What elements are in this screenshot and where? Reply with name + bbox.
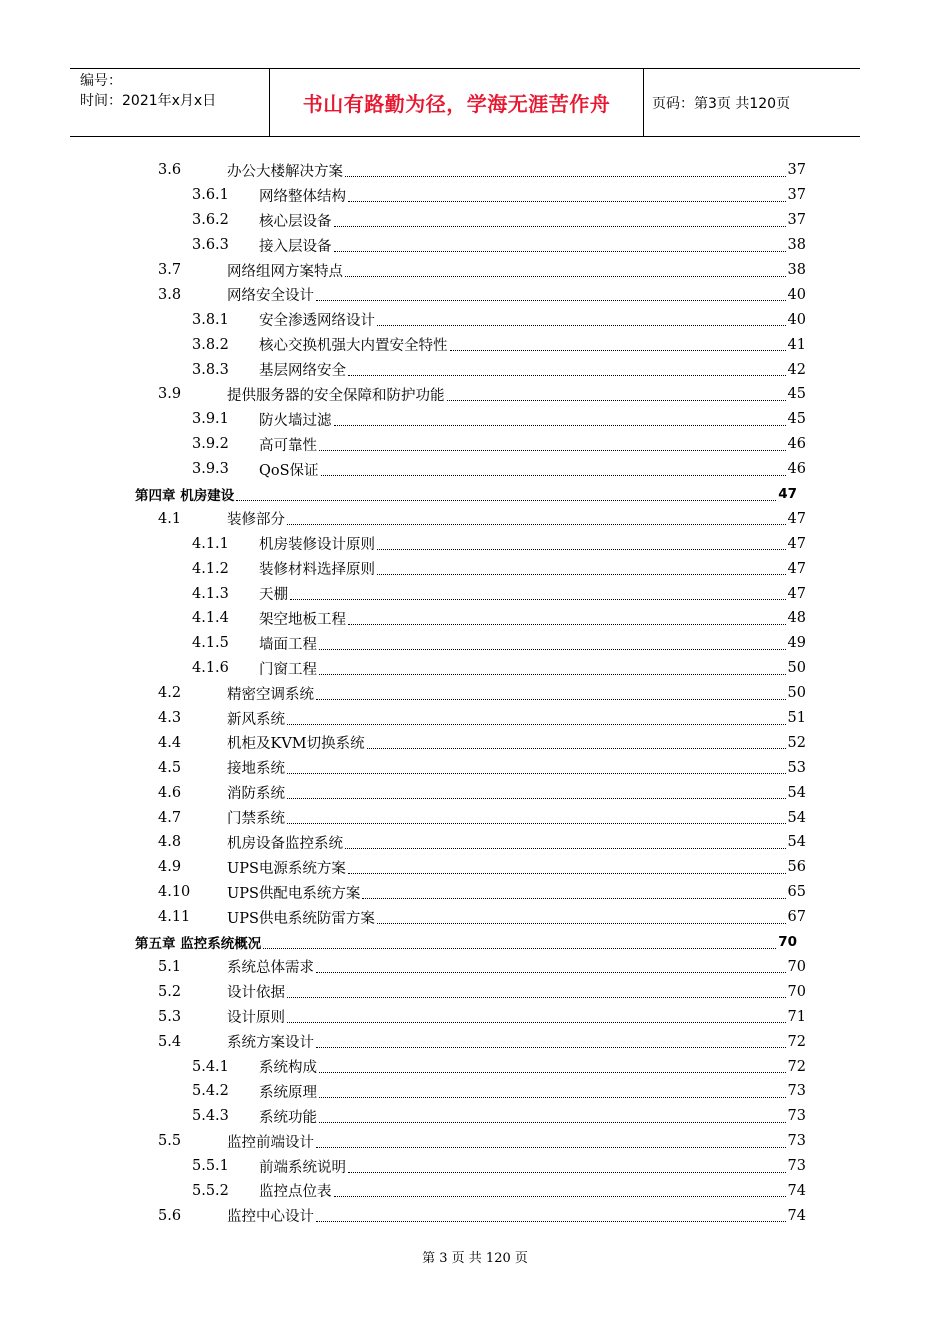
toc-entry[interactable] [0,606,950,631]
toc-entry-page-number: 54 [787,784,806,801]
toc-dot-leader [287,983,786,998]
toc-entry-page-number: 47 [778,486,797,503]
page-header [70,68,860,137]
toc-entry-page-number: 74 [787,1207,806,1224]
toc-entry[interactable] [0,307,950,332]
toc-entry-title: 设计依据 [227,985,285,1002]
toc-entry-title: 网络组网方案特点 [227,263,343,280]
toc-entry-number: 3.7 [158,262,182,278]
toc-entry[interactable] [0,581,950,606]
toc-entry-page-number: 54 [787,809,806,826]
toc-entry-page-number: 72 [787,1058,806,1075]
toc-entry-number: 5.2 [158,983,182,1000]
toc-entry-number: 3.8.3 [192,361,229,378]
toc-entry-number: 4.1.6 [192,660,229,677]
toc-entry-number: 4.1.1 [192,535,229,552]
toc-dot-leader [345,834,786,849]
toc-entry[interactable] [0,656,950,681]
toc-entry[interactable] [0,631,950,656]
toc-dot-leader [287,784,786,799]
toc-entry-number: 3.6.2 [192,212,229,229]
toc-entry-body [259,1079,806,1104]
toc-entry[interactable] [0,755,950,780]
toc-dot-leader [287,1008,786,1023]
toc-entry-page-number: 37 [787,162,806,179]
toc-entry-body [259,233,806,258]
toc-entry-title: 安全渗透网络设计 [259,313,375,330]
toc-entry-title: UPS电源系统方案 [227,860,346,877]
toc-entry-number: 4.4 [158,734,182,751]
header-meta [70,69,270,136]
toc-entry-number: 4.1.4 [192,610,229,627]
toc-entry-body [259,407,806,432]
toc-entry-body [227,681,806,706]
toc-entry-title: 核心层设备 [259,213,332,230]
toc-entry-number: 4.5 [158,759,182,776]
toc-dot-leader [287,710,786,725]
toc-entry-number: 4.1.5 [192,635,229,652]
toc-entry-body [259,457,806,482]
toc-entry-title: 设计原则 [227,1010,285,1027]
toc-entry-page-number: 40 [787,311,806,328]
toc-entry-number: 4.1.3 [192,585,229,602]
toc-entry-body [227,905,806,930]
toc-entry-title: 架空地板工程 [259,611,346,628]
toc-entry-title: 第四章 机房建设 [135,488,235,505]
toc-entry-body [227,706,806,731]
toc-dot-leader [319,1058,786,1073]
toc-entry-title: 接入层设备 [259,238,332,255]
toc-entry-page-number: 74 [787,1182,806,1199]
toc-entry-number: 5.1 [158,958,182,975]
toc-dot-leader [345,262,786,277]
toc-dot-leader [319,1108,786,1123]
toc-dot-leader [348,859,786,874]
toc-dot-leader [236,486,776,501]
toc-entry-page-number: 67 [787,909,806,926]
toc-entry-title: 第五章 监控系统概况 [135,936,262,953]
toc-entry-title: 精密空调系统 [227,686,314,703]
toc-entry-body [227,382,806,407]
toc-entry[interactable] [0,880,950,905]
toc-entry-page-number: 47 [787,585,806,602]
toc-entry[interactable] [0,457,950,482]
toc-chapter-entry[interactable] [0,930,950,955]
toc-dot-leader [316,286,786,301]
toc-dot-leader [348,1158,786,1173]
toc-entry[interactable] [0,531,950,556]
toc-dot-leader [377,909,786,924]
toc-entry-body [259,606,806,631]
toc-entry-page-number: 51 [787,710,806,727]
toc-entry-body [227,282,806,307]
toc-entry-body [259,208,806,233]
toc-entry-page-number: 54 [787,834,806,851]
toc-entry-body [259,1104,806,1129]
toc-entry-title: QoS保证 [259,462,319,479]
toc-entry-page-number: 53 [787,759,806,776]
toc-dot-leader [334,1182,786,1197]
toc-entry-title: 系统原理 [259,1084,317,1101]
toc-entry-page-number: 46 [787,461,806,478]
toc-entry-title: 办公大楼解决方案 [227,163,343,180]
toc-entry-body [227,880,806,905]
toc-entry[interactable] [0,1129,950,1154]
toc-dot-leader [334,212,786,227]
toc-entry-title: 新风系统 [227,711,285,728]
toc-entry-number: 4.2 [158,685,182,702]
toc-entry-body [227,955,806,980]
toc-entry-title: 天棚 [259,587,288,604]
toc-entry-body [259,1179,806,1204]
toc-entry[interactable] [0,955,950,980]
toc-entry-page-number: 50 [787,685,806,702]
toc-entry-title: 网络安全设计 [227,288,314,305]
toc-entry-number: 5.5.2 [192,1182,229,1199]
toc-entry-body [227,1203,806,1228]
toc-entry-body [227,755,806,780]
toc-entry-page-number: 65 [787,884,806,901]
toc-entry-number: 5.4.2 [192,1083,229,1100]
toc-entry-title: 监控前端设计 [227,1134,314,1151]
toc-dot-leader [362,884,785,899]
toc-entry-title: 系统方案设计 [227,1035,314,1052]
toc-entry[interactable] [0,332,950,357]
toc-entry-body [259,1054,806,1079]
toc-entry-page-number: 70 [787,983,806,1000]
toc-entry[interactable] [0,1203,950,1228]
toc-entry-title: 系统总体需求 [227,960,314,977]
toc-entry-number: 5.5.1 [192,1158,229,1175]
toc-entry-title: 系统功能 [259,1109,317,1126]
toc-entry[interactable] [0,258,950,283]
toc-entry-page-number: 73 [787,1158,806,1175]
toc-entry[interactable] [0,855,950,880]
toc-dot-leader [287,759,786,774]
toc-entry-body [227,979,806,1004]
toc-entry-page-number: 38 [787,262,806,278]
toc-entry-body [259,357,806,382]
toc-entry[interactable] [0,1154,950,1179]
toc-entry-page-number: 42 [787,361,806,378]
toc-entry-title: UPS供配电系统方案 [227,885,361,902]
toc-entry-page-number: 47 [787,510,806,527]
toc-dot-leader [348,610,786,625]
toc-entry-title: UPS供电系统防雷方案 [227,910,375,927]
toc-entry-body [259,183,806,208]
toc-dot-leader [316,958,786,973]
toc-entry-body [227,506,806,531]
toc-entry-number: 4.7 [158,809,182,826]
toc-entry-number: 4.8 [158,834,182,851]
toc-entry-body [259,432,806,457]
toc-entry[interactable] [0,506,950,531]
toc-entry-number: 3.8.2 [192,336,229,353]
toc-dot-leader [348,187,786,202]
toc-dot-leader [450,336,786,351]
toc-entry-body [227,1004,806,1029]
toc-dot-leader [447,386,786,401]
toc-entry-title: 接地系统 [227,761,285,778]
header-motto: 书山有路勤为径，学海无涯苦作舟 [270,69,644,136]
toc-entry-number: 5.4.1 [192,1058,229,1075]
toc-dot-leader [367,734,786,749]
toc-entry-title: 前端系统说明 [259,1159,346,1176]
toc-entry-title: 提供服务器的安全保障和防护功能 [227,387,445,404]
toc-entry-page-number: 73 [787,1108,806,1125]
toc-entry-number: 3.9.2 [192,436,229,453]
toc-dot-leader [377,311,786,326]
toc-entry-title: 网络整体结构 [259,188,346,205]
toc-entry-number: 4.6 [158,784,182,801]
toc-entry-page-number: 47 [787,535,806,552]
toc-entry-title: 监控点位表 [259,1184,332,1201]
toc-entry-title: 高可靠性 [259,437,317,454]
toc-entry-page-number: 73 [787,1083,806,1100]
toc-dot-leader [316,1133,786,1148]
toc-entry-body [227,258,806,283]
toc-entry-body [259,631,806,656]
toc-entry-body [259,531,806,556]
toc-entry[interactable] [0,1054,950,1079]
toc-entry-title: 防火墙过滤 [259,412,332,429]
toc-entry-title: 门禁系统 [227,811,285,828]
toc-entry[interactable] [0,183,950,208]
toc-entry-page-number: 49 [787,635,806,652]
toc-dot-leader [287,510,786,525]
toc-entry[interactable] [0,1104,950,1129]
toc-entry-body [227,158,806,183]
toc-entry-page-number: 56 [787,859,806,876]
toc-entry[interactable] [0,805,950,830]
toc-entry[interactable] [0,1179,950,1204]
toc-entry-body [227,780,806,805]
document-number-label: 编号： [80,73,122,89]
toc-entry[interactable] [0,158,950,183]
toc-entry-body [227,1129,806,1154]
toc-entry-title: 系统构成 [259,1060,317,1076]
header-page-label: 页码：第3页 共120页 [652,95,791,112]
toc-entry[interactable] [0,905,950,930]
toc-entry-number: 3.8.1 [192,311,229,328]
toc-entry[interactable] [0,382,950,407]
toc-chapter-entry[interactable] [0,482,950,507]
toc-entry-page-number: 50 [787,660,806,677]
toc-entry-title: 机房设备监控系统 [227,835,343,852]
toc-entry-number: 3.9.3 [192,461,229,478]
toc-entry-page-number: 40 [787,286,806,303]
toc-entry-page-number: 70 [778,934,797,951]
toc-entry-page-number: 45 [787,386,806,403]
toc-entry-body [259,556,806,581]
toc-entry-page-number: 52 [787,734,806,751]
toc-entry-number: 3.6.1 [192,187,229,204]
page-footer: 第 3 页 共 120 页 [422,1251,528,1266]
toc-entry-page-number: 37 [787,187,806,204]
toc-entry-body [227,830,806,855]
toc-entry[interactable] [0,780,950,805]
toc-dot-leader [316,685,786,700]
toc-entry-number: 5.3 [158,1008,182,1025]
toc-entry-page-number: 73 [787,1133,806,1150]
toc-entry-number: 5.4.3 [192,1108,229,1125]
toc-entry-title: 装修材料选择原则 [259,562,375,579]
toc-dot-leader [319,436,786,451]
toc-dot-leader [345,162,786,177]
toc-entry-number: 4.10 [158,884,191,901]
toc-dot-leader [290,585,786,600]
document-time-label: 时间：2021年x月x日 [80,93,217,109]
toc-entry[interactable] [0,1029,950,1054]
toc-entry[interactable] [0,830,950,855]
toc-entry[interactable] [0,233,950,258]
toc-entry-page-number: 70 [787,958,806,975]
toc-dot-leader [316,1207,786,1222]
toc-entry[interactable] [0,357,950,382]
toc-entry-number: 3.6.3 [192,237,229,254]
toc-entry-number: 3.9.1 [192,411,229,428]
toc-entry-body [135,482,797,507]
toc-entry-title: 监控中心设计 [227,1209,314,1226]
toc-dot-leader [319,660,786,675]
toc-entry-page-number: 45 [787,411,806,428]
toc-dot-leader [334,237,786,252]
toc-entry-page-number: 41 [787,336,806,353]
toc-entry[interactable] [0,407,950,432]
toc-entry-page-number: 38 [787,237,806,254]
toc-entry-body [259,581,806,606]
toc-entry-body [227,730,806,755]
toc-entry-page-number: 37 [787,212,806,229]
toc-entry-body [227,855,806,880]
toc-entry-body [259,332,806,357]
toc-entry-title: 机柜及KVM切换系统 [227,736,365,753]
toc-entry-body [227,1029,806,1054]
table-of-contents [0,158,950,1228]
toc-entry-title: 机房装修设计原则 [259,537,375,554]
toc-entry-number: 3.6 [158,162,182,179]
toc-entry-title: 核心交换机强大内置安全特性 [259,338,448,355]
toc-entry-body [259,307,806,332]
toc-entry[interactable] [0,282,950,307]
toc-entry-number: 5.6 [158,1207,182,1224]
toc-entry[interactable] [0,556,950,581]
toc-entry-number: 3.8 [158,286,182,303]
toc-dot-leader [377,535,786,550]
toc-entry-page-number: 48 [787,610,806,627]
toc-entry-number: 5.5 [158,1133,182,1150]
toc-entry[interactable] [0,706,950,731]
toc-entry-number: 4.1 [158,510,182,527]
toc-entry-page-number: 72 [787,1033,806,1050]
toc-entry-number: 5.4 [158,1033,182,1050]
toc-entry-page-number: 47 [787,560,806,577]
toc-dot-leader [319,1083,786,1098]
toc-entry-body [227,805,806,830]
toc-entry[interactable] [0,681,950,706]
toc-entry[interactable] [0,1079,950,1104]
toc-entry-title: 装修部分 [227,512,285,529]
toc-entry-title: 消防系统 [227,786,285,803]
toc-entry-number: 4.1.2 [192,560,229,577]
toc-entry[interactable] [0,979,950,1004]
toc-entry-body [259,656,806,681]
toc-dot-leader [348,361,786,376]
toc-entry-title: 墙面工程 [259,636,317,653]
toc-entry-title: 基层网络安全 [259,363,346,380]
toc-dot-leader [287,809,786,824]
toc-entry[interactable] [0,1004,950,1029]
toc-entry-number: 4.11 [158,909,191,926]
toc-entry-number: 4.3 [158,710,182,727]
toc-dot-leader [316,1033,786,1048]
toc-dot-leader [263,934,776,949]
toc-entry-title: 门窗工程 [259,661,317,678]
toc-entry-body [259,1154,806,1179]
toc-dot-leader [321,461,786,476]
toc-dot-leader [319,635,786,650]
toc-entry-number: 4.9 [158,859,182,876]
toc-dot-leader [377,560,786,575]
toc-entry-page-number: 71 [787,1008,806,1025]
toc-dot-leader [334,411,786,426]
toc-entry-body [135,930,797,955]
toc-entry[interactable] [0,432,950,457]
toc-entry-page-number: 46 [787,436,806,453]
toc-entry-number: 3.9 [158,386,182,403]
toc-entry[interactable] [0,208,950,233]
toc-entry[interactable] [0,730,950,755]
